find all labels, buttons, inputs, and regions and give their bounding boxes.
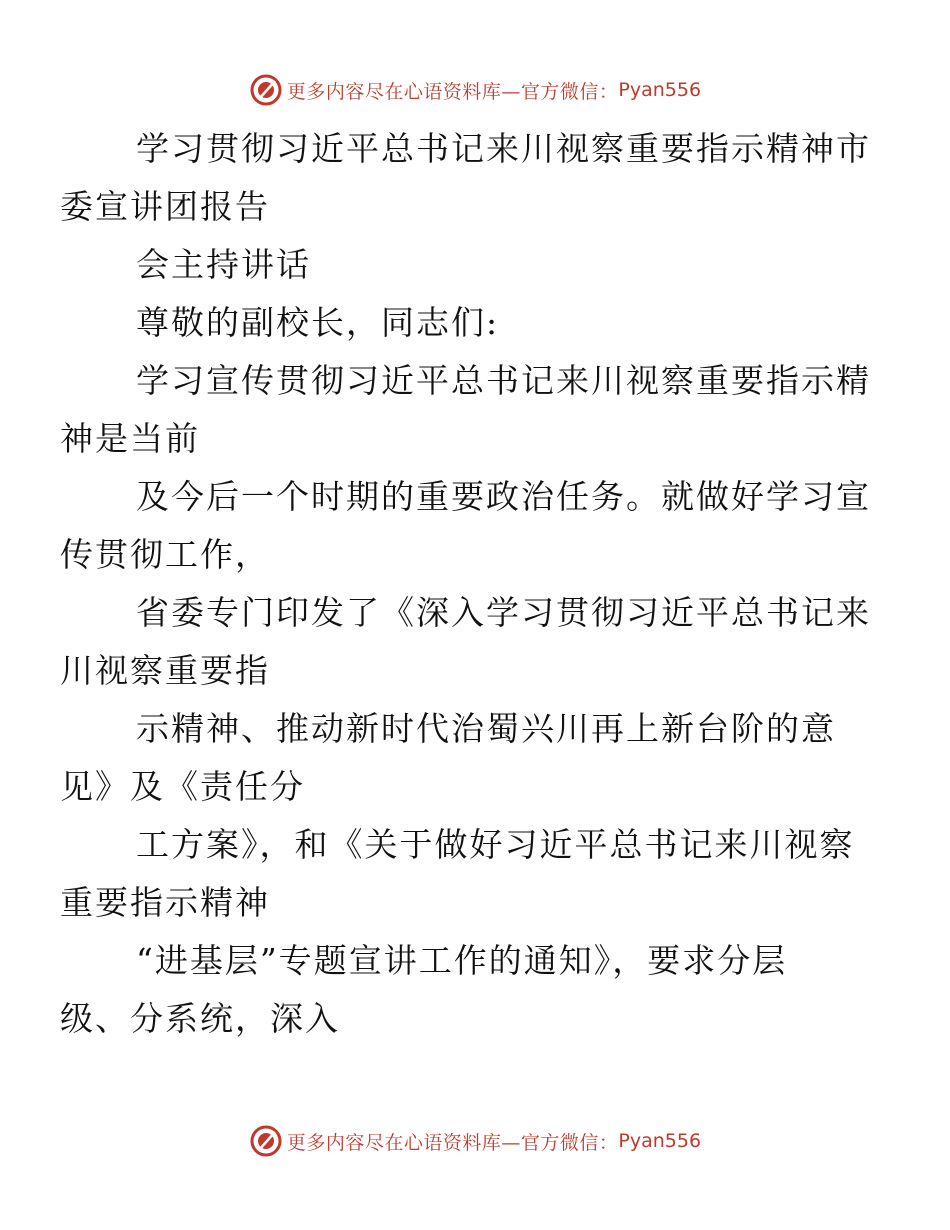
text-line: 学习贯彻习近平总书记来川视察重要指示精神市 [136, 129, 871, 168]
text-line: “进基层”专题宣讲工作的通知》，要求分层 [136, 941, 788, 980]
text-line: 传贯彻工作， [60, 535, 270, 574]
text-line: 及今后一个时期的重要政治任务。就做好学习宣 [136, 477, 871, 516]
text-line: 工方案》，和《关于做好习近平总书记来川视察 [136, 825, 855, 864]
text-line: 会主持讲话 [136, 245, 311, 284]
text-line: 川视察重要指 [60, 651, 270, 690]
seal-logo-icon [249, 73, 283, 107]
text-line: 委宣讲团报告 [60, 187, 270, 226]
paragraph [60, 468, 871, 584]
text-line: 学习宣传贯彻习近平总书记来川视察重要指示精 [136, 361, 871, 400]
text-line: 重要指示精神 [60, 883, 270, 922]
watermark-text: 更多内容尽在心语资料库—官方微信： [286, 80, 619, 103]
text-line: 神是当前 [60, 419, 200, 458]
text-line: 省委专门印发了《深入学习贯彻习近平总书记来 [136, 593, 871, 632]
paragraph [60, 352, 871, 468]
paragraph-subtitle [98, 236, 858, 294]
text-line: 尊敬的副校长，同志们: [136, 303, 500, 342]
text-line: 级、分系统，深入 [60, 999, 340, 1038]
footer-watermark [0, 1123, 950, 1159]
text-line: 见》及《责任分 [60, 767, 305, 806]
document-body [60, 120, 871, 1048]
watermark-wechat: Pyan556 [618, 79, 702, 101]
paragraph-salutation [98, 294, 858, 352]
watermark-text: 更多内容尽在心语资料库—官方微信： [286, 1131, 619, 1154]
watermark-wechat: Pyan556 [618, 1130, 702, 1152]
seal-logo-icon [249, 1124, 283, 1158]
paragraph [60, 584, 871, 700]
paragraph-title [60, 120, 871, 236]
paragraph [60, 700, 858, 816]
header-watermark [0, 72, 950, 108]
paragraph [60, 816, 858, 932]
text-line: 示精神、推动新时代治蜀兴川再上新台阶的意 [136, 709, 836, 748]
paragraph [60, 932, 858, 1048]
